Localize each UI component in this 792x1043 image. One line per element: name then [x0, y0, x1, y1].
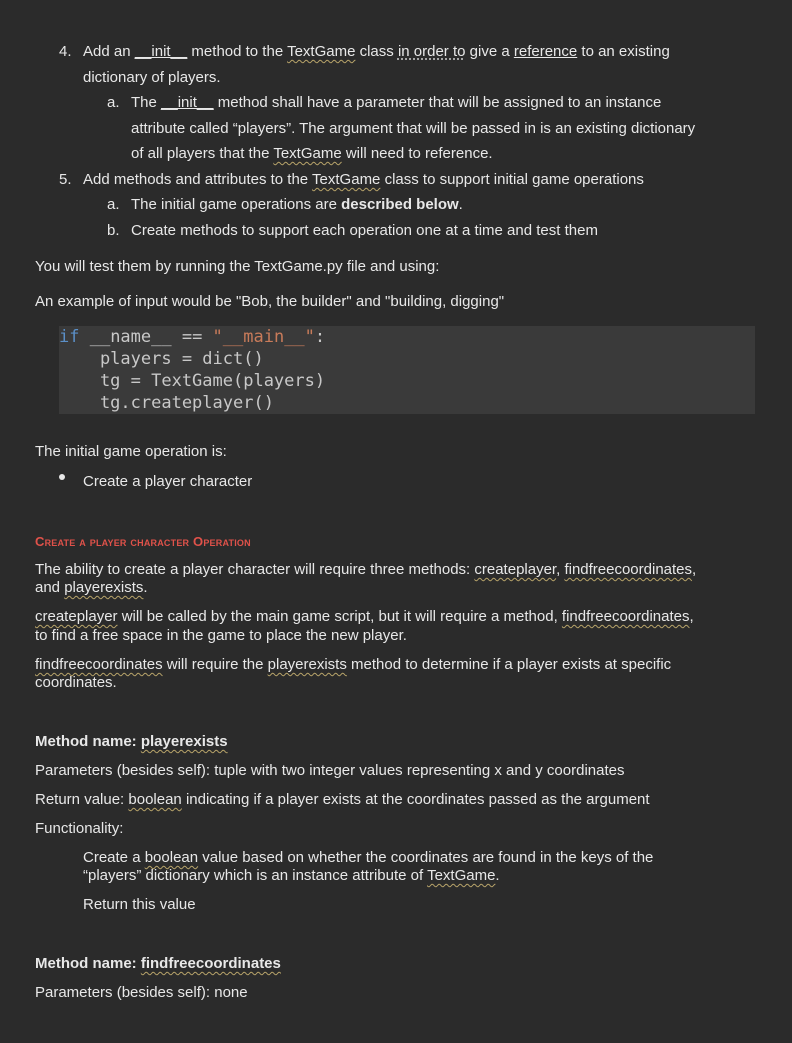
createplayer-line1: [35, 608, 694, 625]
method-term: playerexists: [267, 656, 347, 673]
method-term: findfreecoordinates: [140, 955, 281, 972]
section-heading: Create a player character Operation: [35, 534, 251, 549]
text: will be called by the main game script, but it will require a method,: [117, 608, 562, 625]
boolean-term: boolean: [128, 791, 182, 808]
method-term: playerexists: [140, 733, 228, 750]
text: Create a: [83, 849, 145, 866]
method1-func-line3: Return this value: [83, 896, 196, 913]
bold-text: described below: [341, 196, 459, 213]
text: The ability to create a player character will require three methods:: [35, 561, 475, 578]
code-line-2: players = dict(): [59, 349, 264, 369]
code-line-3: tg = TextGame(players): [59, 371, 326, 391]
sub-letter: a.: [107, 94, 120, 111]
text: The initial game operations are: [131, 196, 342, 213]
init-term: __init__: [161, 94, 214, 111]
test-paragraph: You will test them by running the TextGame.py file and using:: [35, 258, 440, 275]
item5a: [131, 196, 463, 213]
item4a-line1: [131, 94, 661, 111]
text: .: [495, 867, 500, 884]
text: will need to reference.: [341, 145, 493, 162]
findfree-line2: coordinates.: [35, 674, 117, 691]
text: .: [458, 196, 463, 213]
code-keyword: if: [59, 327, 80, 347]
text: Add methods and attributes to the: [83, 171, 313, 188]
text: method to the: [187, 43, 288, 60]
text: Return value:: [35, 791, 129, 808]
code-line-1: [59, 326, 325, 349]
code-block: [59, 326, 755, 414]
list-number: 5.: [59, 171, 72, 188]
text: give a: [465, 43, 514, 60]
method1-func-line1: [83, 849, 653, 866]
text: ,: [556, 561, 565, 578]
method-term: playerexists: [64, 579, 144, 596]
text: ,: [689, 608, 694, 625]
method1-func-line2: [83, 867, 500, 884]
text: will require the: [162, 656, 268, 673]
text: ,: [692, 561, 697, 578]
text: class: [355, 43, 398, 60]
ability-line1: [35, 561, 696, 578]
text: of all players that the: [131, 145, 274, 162]
textgame-term: TextGame: [287, 43, 356, 60]
ability-line2: [35, 579, 148, 596]
method1-name: [35, 733, 228, 750]
code-string: "__main__": [212, 327, 315, 347]
createplayer-line2: to find a free space in the game to place the new player.: [35, 627, 407, 644]
example-paragraph: An example of input would be "Bob, the builder" and "building, digging": [35, 293, 505, 310]
method1-params: Parameters (besides self): tuple with two integer values representing x and y coordinates: [35, 762, 625, 779]
sub-letter: a.: [107, 196, 120, 213]
method-term: findfreecoordinates: [561, 608, 690, 625]
code-text: __name__ ==: [79, 327, 213, 347]
method-label: Method name:: [35, 733, 141, 750]
findfree-line1: [35, 656, 671, 673]
method1-functionality: Functionality:: [35, 820, 124, 837]
item5-line1: [83, 171, 644, 188]
method1-return: [35, 791, 650, 808]
textgame-term: TextGame: [312, 171, 381, 188]
method2-params: Parameters (besides self): none: [35, 984, 248, 1001]
text: value based on whether the coordinates are found in the keys of the: [198, 849, 654, 866]
item4a-line3: [131, 145, 493, 162]
boolean-term: boolean: [144, 849, 199, 866]
text: and: [35, 579, 65, 596]
initial-op-item: Create a player character: [83, 473, 253, 490]
textgame-term: TextGame: [427, 867, 496, 884]
bullet-icon: [59, 474, 65, 480]
init-term: __init__: [134, 43, 188, 60]
text: The: [131, 94, 162, 111]
text: method to determine if a player exists at specific: [346, 656, 672, 673]
item4-line2: dictionary of players.: [83, 69, 221, 86]
method-label: Method name:: [35, 955, 141, 972]
method-term: findfreecoordinates: [35, 656, 163, 673]
text: to an existing: [577, 43, 670, 60]
item4a-line2: attribute called “players”. The argument that will be passed in is an existing dictionary: [131, 120, 696, 137]
text: “players” dictionary which is an instance attribute of: [83, 867, 428, 884]
code-text: :: [314, 327, 326, 347]
text: .: [143, 579, 148, 596]
reference-term: reference: [513, 43, 578, 60]
item5b: Create methods to support each operation one at a time and test them: [131, 222, 598, 239]
text: method shall have a parameter that will be assigned to an instance: [213, 94, 662, 111]
initial-op-label: The initial game operation is:: [35, 443, 227, 460]
text: Add an: [83, 43, 135, 60]
method-term: createplayer: [35, 608, 118, 625]
text: indicating if a player exists at the coordinates passed as the argument: [181, 791, 650, 808]
sub-letter: b.: [107, 222, 120, 239]
code-line-4: tg.createplayer(): [59, 393, 274, 413]
method-term: createplayer: [474, 561, 557, 578]
textgame-term: TextGame: [273, 145, 342, 162]
method-term: findfreecoordinates: [564, 561, 693, 578]
item4-line1: [83, 43, 670, 60]
method2-name: [35, 955, 281, 972]
grammar-term: in order to: [397, 43, 466, 60]
list-number: 4.: [59, 43, 72, 60]
text: class to support initial game operations: [380, 171, 644, 188]
